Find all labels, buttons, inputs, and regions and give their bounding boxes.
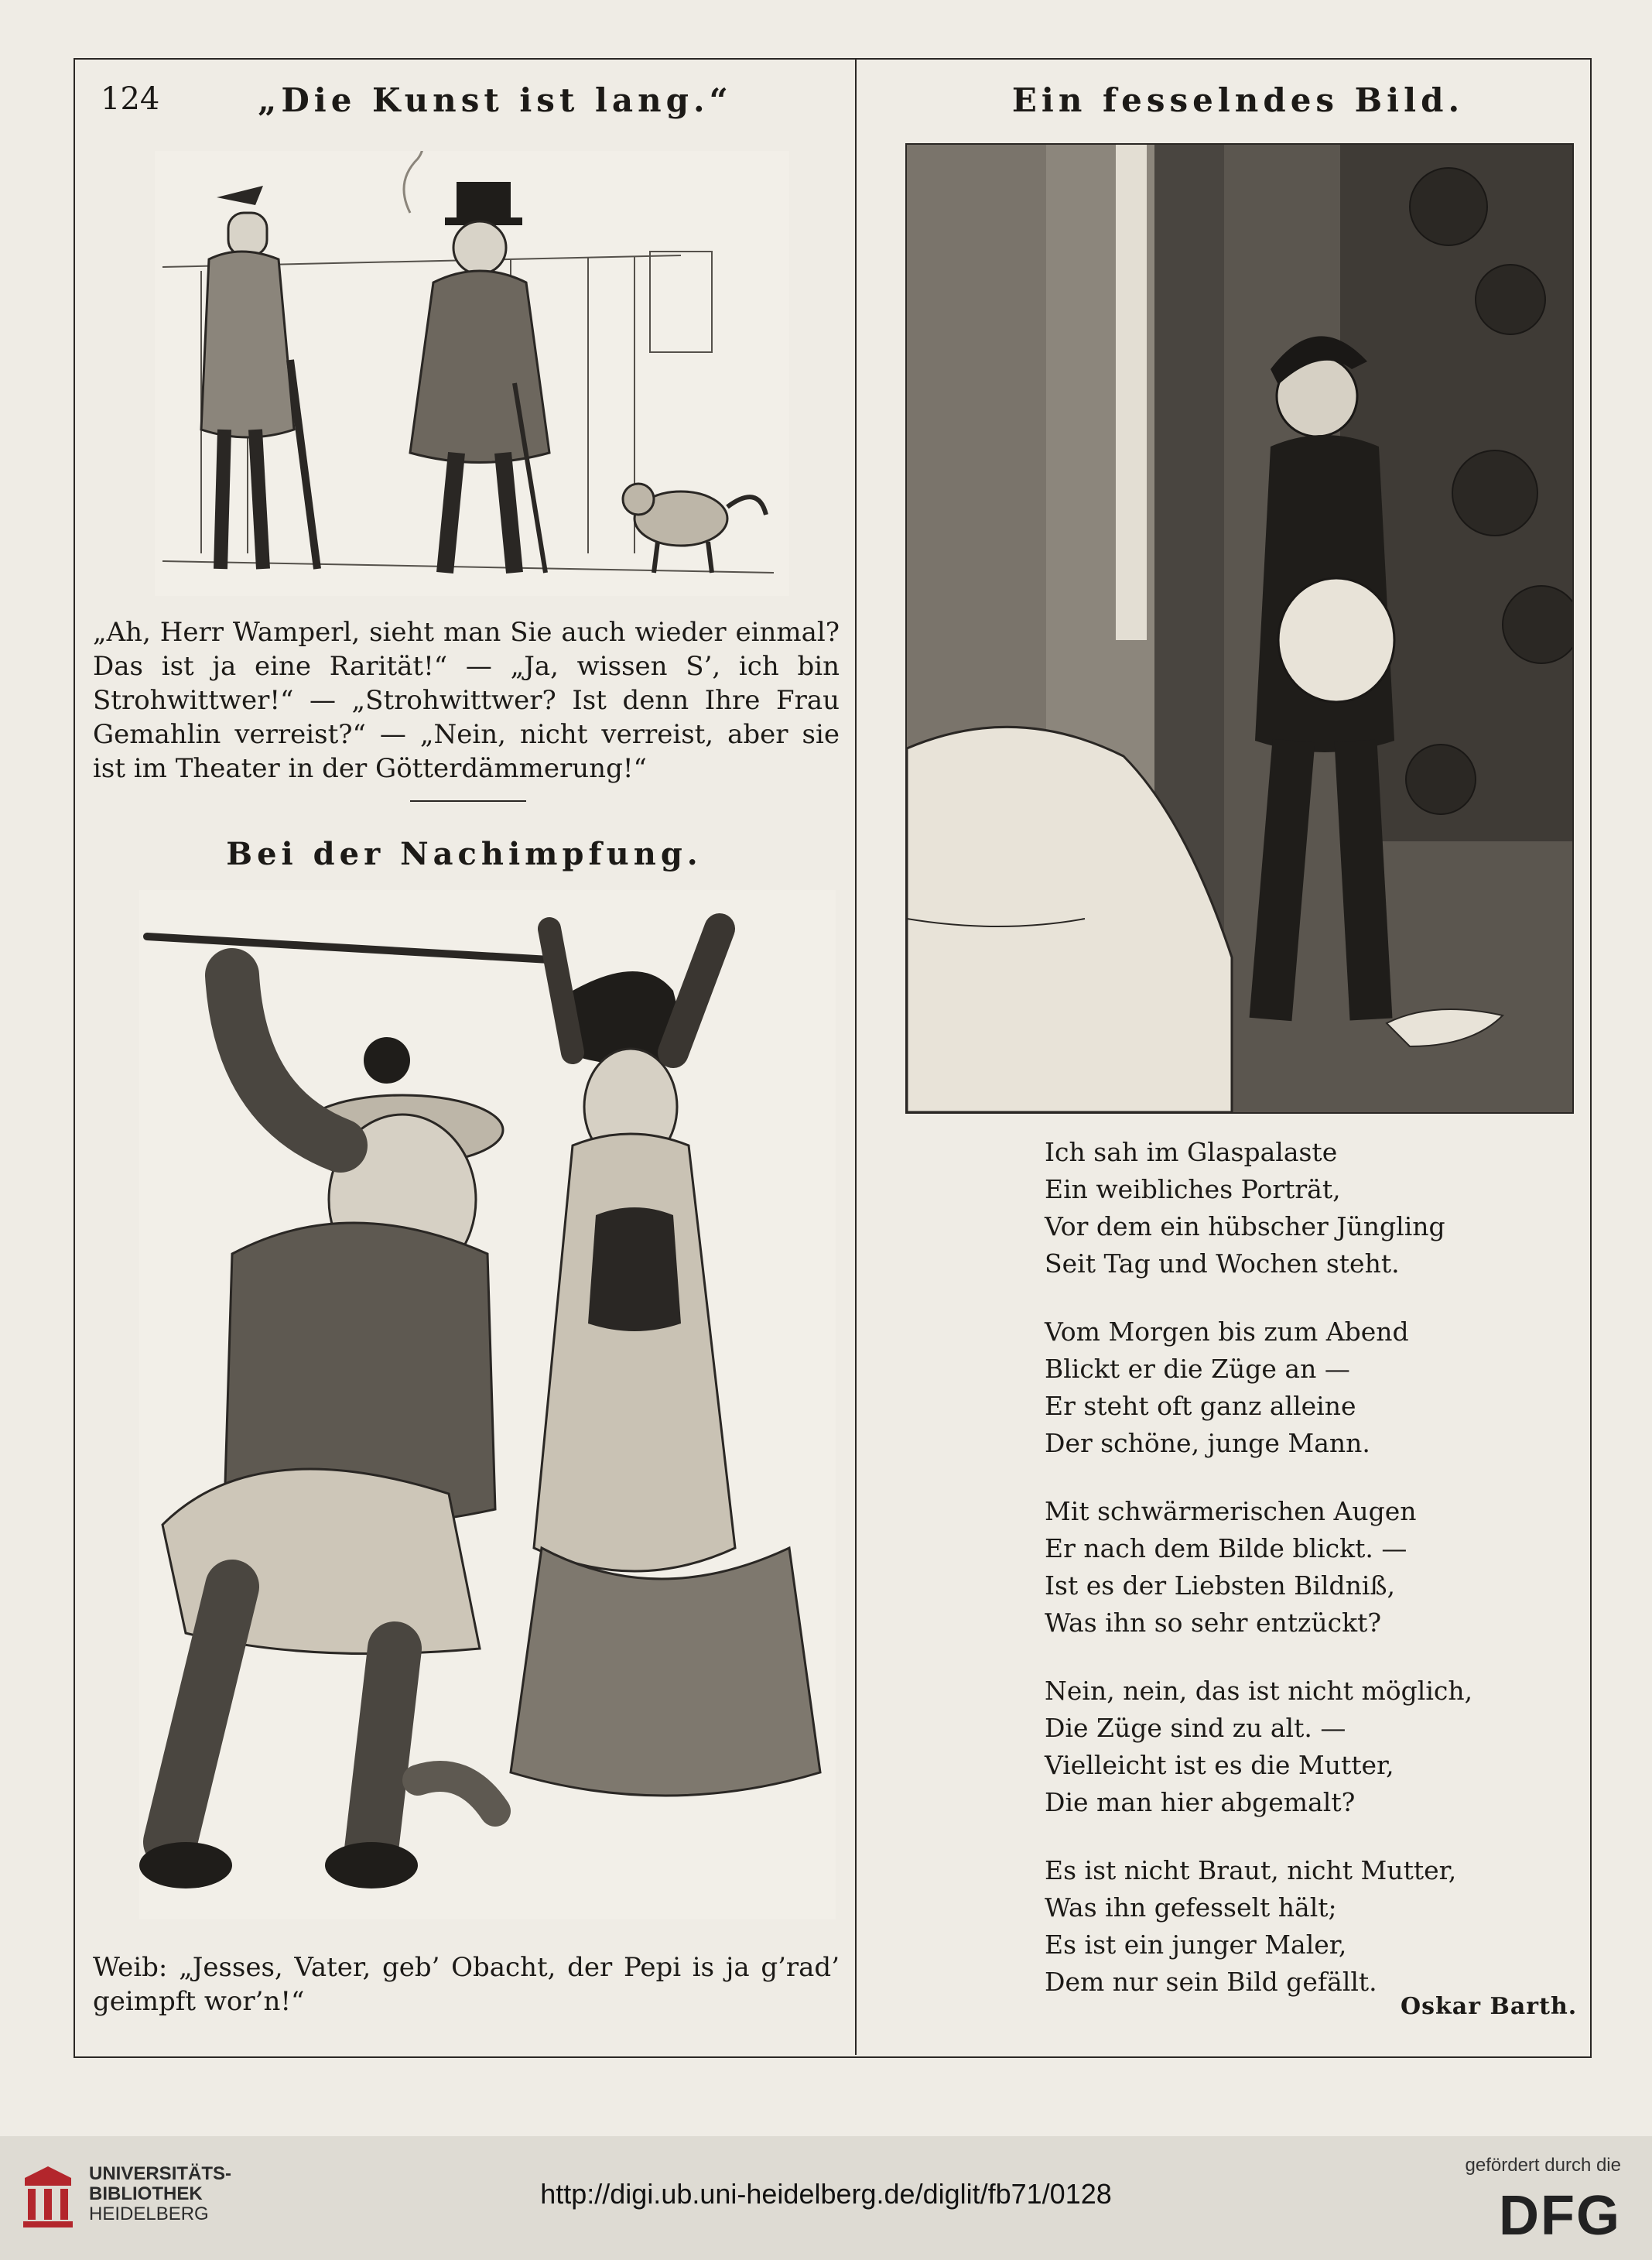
funding-note: gefördert durch die (1465, 2155, 1621, 2176)
poem-line: Es ist nicht Braut, nicht Mutter, (1045, 1855, 1457, 1885)
poem-line: Es ist ein junger Maler, (1045, 1930, 1347, 1960)
poem-line: Dem nur sein Bild gefällt. (1045, 1967, 1377, 1997)
poem-stanza (1045, 1852, 1540, 2001)
poem-line: Was ihn so sehr entzückt? (1045, 1608, 1382, 1638)
page-number: 124 (101, 81, 160, 117)
poem-stanza (1045, 1493, 1540, 1642)
section-separator (410, 800, 526, 802)
poem-line: Vor dem ein hübscher Jüngling (1045, 1211, 1445, 1241)
column-divider (855, 58, 857, 2055)
library-name-line: BIBLIOTHEK (89, 2183, 203, 2204)
illustration-young-man-at-picture (905, 143, 1574, 1114)
poem-line: Seit Tag und Wochen steht. (1045, 1248, 1400, 1279)
poem-stanza (1045, 1673, 1540, 1821)
poem-line: Was ihn gefesselt hält; (1045, 1892, 1337, 1923)
poem-stanza (1045, 1313, 1540, 1462)
library-name-line: HEIDELBERG (89, 2204, 209, 2224)
digitization-footer (0, 2136, 1652, 2260)
poem-line: Die man hier abgemalt? (1045, 1787, 1356, 1817)
poem-line: Vom Morgen bis zum Abend (1045, 1317, 1409, 1347)
poem-line: Mit schwärmerischen Augen (1045, 1496, 1417, 1526)
engraving-nachimpfung (139, 890, 836, 1919)
poem-line: Er nach dem Bilde blickt. — (1045, 1533, 1407, 1563)
poem-line: Nein, nein, das ist nicht möglich, (1045, 1676, 1473, 1706)
poem-line: Blickt er die Züge an — (1045, 1354, 1350, 1384)
dialogue-strohwittwer (93, 615, 840, 786)
heading-bei-der-nachimpfung: Bei der Nachimpfung. (226, 836, 703, 872)
poem-stanza (1045, 1134, 1540, 1282)
poem-line: Ein weibliches Porträt, (1045, 1174, 1341, 1204)
illustration-nachimpfung (139, 890, 836, 1919)
heading-die-kunst-ist-lang: „Die Kunst ist lang.“ (258, 81, 733, 119)
permalink-url[interactable]: http://digi.ub.uni-heidelberg.de/diglit/fb71/0128 (540, 2178, 1112, 2210)
poem-line: Vielleicht ist es die Mutter, (1045, 1750, 1394, 1780)
poem-author: Oskar Barth. (1401, 1993, 1578, 2020)
poem-line: Die Züge sind zu alt. — (1045, 1713, 1346, 1743)
poem-line: Ich sah im Glaspalaste (1045, 1137, 1338, 1167)
library-name-line: UNIVERSITÄTS- (89, 2163, 232, 2184)
engraving-two-men (155, 151, 789, 596)
poem-line: Der schöne, junge Mann. (1045, 1428, 1370, 1458)
caption-text: Weib: „Jesses, Vater, geb’ Obacht, der Pepi is ja g’rad’ geimpft wor’n!“ (93, 1952, 840, 2017)
caption-weib (93, 1950, 840, 2019)
poem-line: Er steht oft ganz alleine (1045, 1391, 1356, 1421)
dfg-logo: DFG (1499, 2185, 1621, 2247)
poem-line: Ist es der Liebsten Bildniß, (1045, 1570, 1396, 1601)
engraving-young-man (907, 145, 1572, 1112)
illustration-two-men-and-dog (155, 151, 789, 596)
heading-ein-fesselndes-bild: Ein fesselndes Bild. (1011, 81, 1465, 119)
poem-ein-fesselndes-bild (1045, 1134, 1540, 2032)
dialogue-paragraph: „Ah, Herr Wamperl, sieht man Sie auch wieder einmal? Das ist ja eine Rarität!“ — „Ja, wissen S’, ich bin Strohwittwer!“ — „Strohwittwer? Ist denn Ihre Frau Gemahlin verreist?“ — „Nein, nicht verreist, aber sie ist im Theater in der Götterdämmerung!“ (93, 617, 840, 784)
